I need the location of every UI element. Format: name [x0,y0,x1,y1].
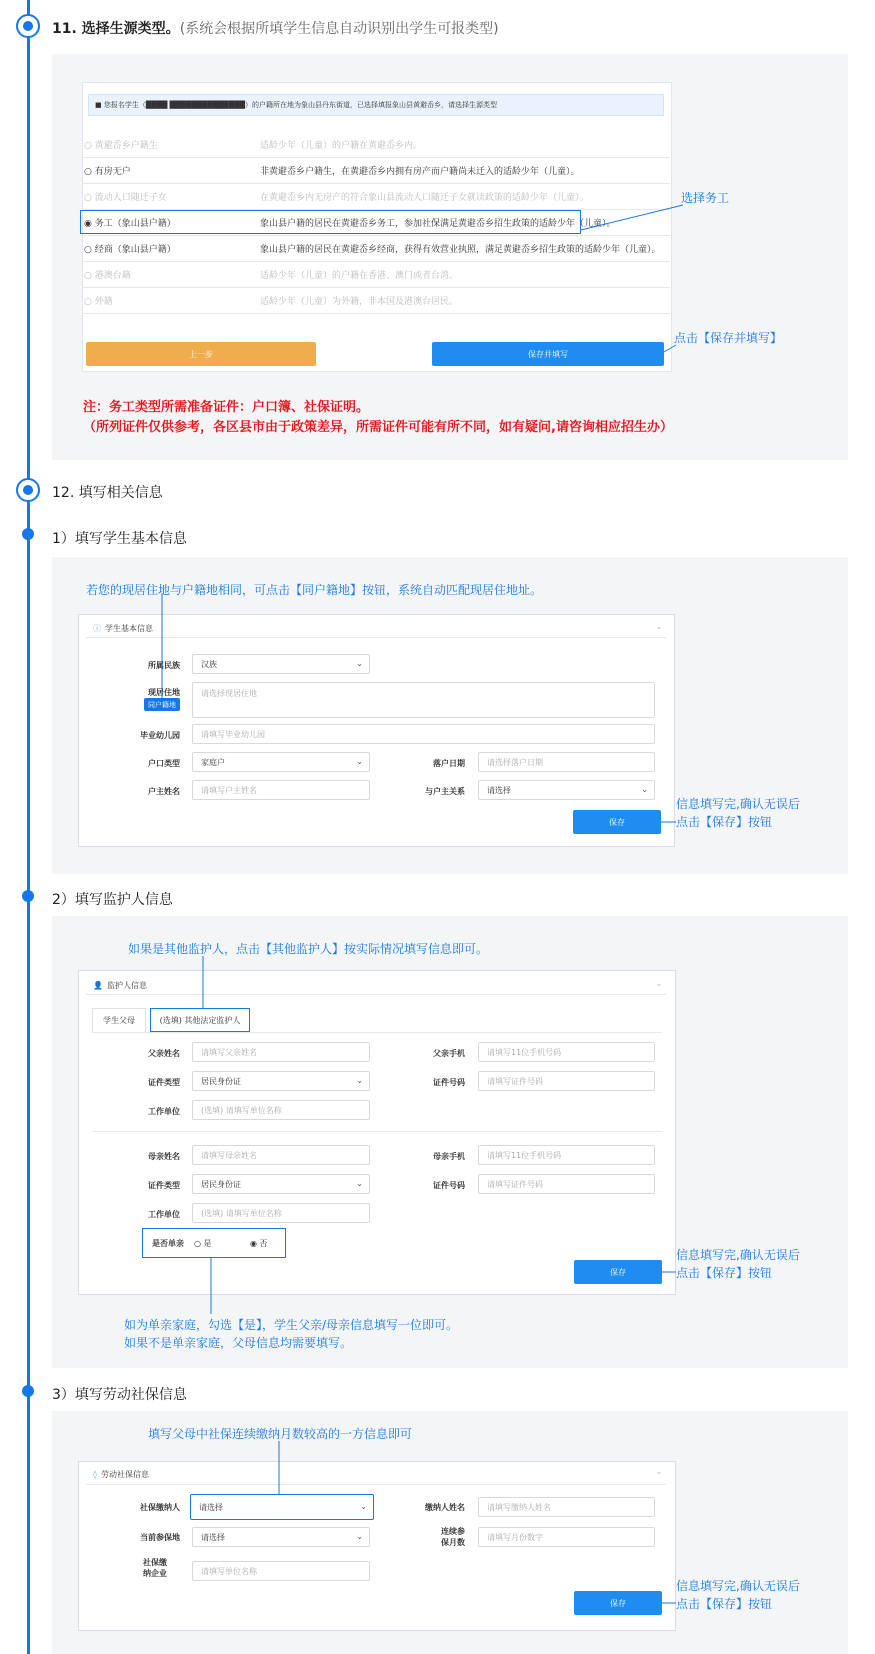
guardian-info-header: 👤 监护人信息 [93,981,147,990]
sub3-heading: 3）填写劳动社保信息 [52,1387,187,1403]
mother-work-input[interactable]: (选填) 请填写单位名称 [192,1203,370,1223]
company-label: 社保缴 纳企业 [143,1558,167,1578]
student-save-button[interactable]: 保存 [573,810,661,834]
prev-button[interactable]: 上一步 [86,342,316,366]
father-id-no-input[interactable]: 请填写证件号码 [478,1071,655,1091]
option-business[interactable]: ○ 经商（象山县户籍） 象山县户籍的居民在黄避岙乡经商，获得有效营业执照，满足黄避岙乡招生政策的适龄少年（儿童）。 [82,236,670,262]
company-input[interactable]: 请填写单位名称 [192,1561,370,1581]
location-select[interactable]: 请选择 ⌄ [192,1527,370,1547]
mother-name-input[interactable]: 请填写母亲姓名 [192,1145,370,1165]
chevron-down-icon: ⌄ [356,1076,363,1085]
save-and-fill-button[interactable]: 保存并填写 [432,342,664,366]
info-bar: ■ 您报名学生（████ ██████████████）的户籍所在地为象山县丹东街道，已选择填报象山县黄避岙乡，请选择生源类型 [88,94,664,116]
mother-work-label: 工作单位 [148,1210,180,1219]
guardian-save-button[interactable]: 保存 [574,1260,662,1284]
annot-save-1b: 点击【保存】按钮 [676,815,773,829]
same-hukou-button[interactable]: 同户籍地 [144,698,180,711]
annot-save-3a: 信息填写完,确认无误后 [676,1579,800,1593]
relation-select[interactable]: 请选择 ⌄ [478,780,655,800]
note-disclaimer: （所列证件仅供参考，各区县市由于政策差异，所需证件可能有所不同，如有疑问,请咨询相应招生办） [83,420,673,435]
residence-label: 现居住地 [148,688,180,697]
residence-input[interactable]: 请选择现居住地 [192,682,655,718]
annot-save-2b: 点击【保存】按钮 [676,1266,773,1280]
father-name-input[interactable]: 请填写父亲姓名 [192,1042,370,1062]
payer-select[interactable]: 请选择 ⌄ [190,1494,374,1520]
sub1-heading: 1）填写学生基本信息 [52,531,187,547]
payer-label: 社保缴纳人 [140,1503,180,1512]
step12-heading: 12. 填写相关信息 [52,485,163,501]
hukou-type-select[interactable]: 家庭户 ⌄ [192,752,370,772]
father-id-type-select[interactable]: 居民身份证 ⌄ [192,1071,370,1091]
payer-name-label: 缴纳人姓名 [425,1503,465,1512]
kindergarten-input[interactable]: 请填写毕业幼儿园 [192,724,655,744]
chevron-down-icon: ⌄ [641,785,648,794]
collapse-chevron-icon[interactable]: ⌄ [655,979,663,989]
annot-single-2: 如果不是单亲家庭，父母信息均需要填写。 [124,1336,353,1350]
annot-social-security: 填写父母中社保连续缴纳月数较高的一方信息即可 [148,1427,413,1441]
collapse-chevron-icon[interactable]: ⌄ [655,622,663,632]
student-info-header: ⓘ 学生基本信息 [93,624,153,633]
user-icon: 👤 [93,981,103,990]
note-documents: 注：务工类型所需准备证件：户口簿、社保证明。 [83,400,370,415]
annot-same-hukou: 若您的现居住地与户籍地相同，可点击【同户籍地】按钮，系统自动匹配现居住地址。 [86,583,543,597]
mother-name-label: 母亲姓名 [148,1152,180,1161]
option-foreign: ○ 外籍 适龄少年（儿童）为外籍，非本国及港澳台居民。 [82,288,670,314]
single-no-radio[interactable]: ◉ 否 [250,1239,268,1248]
info-icon: ⓘ [93,624,101,633]
kindergarten-label: 毕业幼儿园 [140,731,180,740]
annot-select-work: 选择务工 [681,191,730,205]
mother-id-no-input[interactable]: 请填写证件号码 [478,1174,655,1194]
father-phone-label: 父亲手机 [433,1049,465,1058]
hukou-date-input[interactable]: 请选择落户日期 [478,752,655,772]
chevron-down-icon: ⌄ [356,659,363,668]
annot-save-3b: 点击【保存】按钮 [676,1597,773,1611]
householder-label: 户主姓名 [148,787,180,796]
single-yes-radio[interactable]: ○ 是 [194,1239,212,1248]
annot-other-guardian: 如果是其他监护人，点击【其他监护人】按实际情况填写信息即可。 [128,942,489,956]
mother-phone-label: 母亲手机 [433,1152,465,1161]
annot-single-1: 如为单亲家庭，勾选【是】，学生父亲/母亲信息填写一位即可。 [124,1318,459,1332]
tab-parents[interactable]: 学生父母 [92,1008,146,1032]
father-id-type-label: 证件类型 [148,1078,180,1087]
months-input[interactable]: 请填写月份数字 [478,1527,655,1547]
relation-label: 与户主关系 [425,787,465,796]
step11-heading: 11. 选择生源类型。(系统会根据所填学生信息自动识别出学生可报类型) [52,21,499,37]
option-hk-macau-taiwan: ○ 港澳台籍 适龄少年（儿童）的户籍在香港、澳门或者台湾。 [82,262,670,288]
sub2-heading: 2）填写监护人信息 [52,892,173,908]
householder-input[interactable]: 请填写户主姓名 [192,780,370,800]
payer-name-input[interactable]: 请填写缴纳人姓名 [478,1497,655,1517]
chevron-down-icon: ⌄ [356,1532,363,1541]
annot-save-fill: 点击【保存并填写】 [674,331,783,345]
tab-other-guardian[interactable]: (选填) 其他法定监护人 [150,1008,250,1032]
annot-save-1a: 信息填写完,确认无误后 [676,797,800,811]
hukou-type-label: 户口类型 [148,759,180,768]
single-parent-label: 是否单亲 [152,1239,184,1248]
social-security-header: ◊ 劳动社保信息 [93,1470,149,1479]
mother-phone-input[interactable]: 请填写11位手机号码 [478,1145,655,1165]
ethnicity-label: 所属民族 [148,661,180,670]
option-house-no-hukou[interactable]: ○ 有房无户 非黄避岙乡户籍生，在黄避岙乡内拥有房产而户籍尚未迁入的适龄少年（儿童）。 [82,158,670,184]
father-id-no-label: 证件号码 [433,1078,465,1087]
ethnicity-select[interactable]: 汉族 ⌄ [192,654,370,674]
chevron-down-icon: ⌄ [356,1179,363,1188]
mother-id-type-select[interactable]: 居民身份证 ⌄ [192,1174,370,1194]
father-name-label: 父亲姓名 [148,1049,180,1058]
father-phone-input[interactable]: 请填写11位手机号码 [478,1042,655,1062]
shield-icon: ◊ [93,1470,97,1479]
chevron-down-icon: ⌄ [356,757,363,766]
collapse-chevron-icon[interactable]: ⌄ [655,1467,663,1477]
location-label: 当前参保地 [140,1533,180,1542]
chevron-down-icon: ⌄ [360,1502,367,1511]
mother-id-type-label: 证件类型 [148,1181,180,1190]
annot-save-2a: 信息填写完,确认无误后 [676,1248,800,1262]
hukou-date-label: 落户日期 [433,759,465,768]
months-label: 连续参 保月数 [441,1527,465,1547]
father-work-label: 工作单位 [148,1107,180,1116]
mother-id-no-label: 证件号码 [433,1181,465,1190]
option-huangbiao-hukou: ○ 黄避岙乡户籍生 适龄少年（儿童）的户籍在黄避岙乡内。 [82,132,670,158]
social-save-button[interactable]: 保存 [574,1591,662,1615]
father-work-input[interactable]: (选填) 请填写单位名称 [192,1100,370,1120]
option-migrant-children: ○ 流动人口随迁子女 在黄避岙乡内无房产的符合象山县流动人口随迁子女就读政策的适龄少年（儿童）。 [82,184,670,210]
option-work[interactable]: ◉ 务工（象山县户籍） 象山县户籍的居民在黄避岙乡务工，参加社保满足黄避岙乡招生政策的适龄少年（儿童）。 [82,210,670,236]
